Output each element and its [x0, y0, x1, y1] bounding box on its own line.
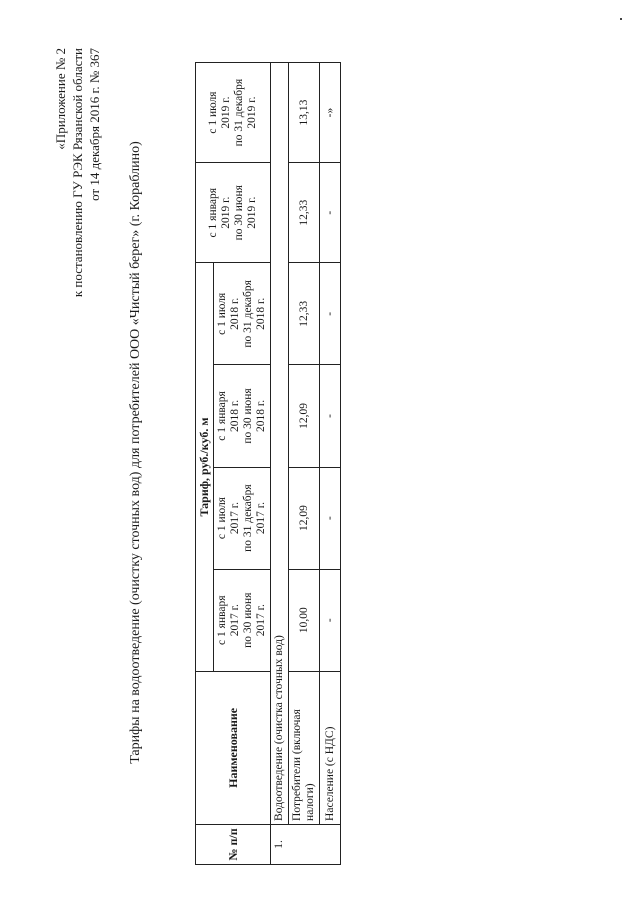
row-label: Потребители (включая налоги) [289, 671, 320, 824]
value-cell: 12,33 [289, 263, 320, 365]
value-cell: 10,00 [289, 569, 320, 671]
appendix-line-2: к постановлению ГУ РЭК Рязанской области [70, 48, 85, 298]
value-cell: 12,09 [289, 365, 320, 467]
header-period: с 1 июля 2019 г. по 31 декабря 2019 г. [196, 63, 271, 163]
value-cell: - [320, 263, 341, 365]
table-row [289, 63, 320, 865]
header-period: с 1 июля 2018 г. по 31 декабря 2018 г. [214, 263, 271, 365]
tariff-table [195, 62, 341, 865]
appendix-header [52, 48, 103, 297]
section-label: Водоотведение (очистка сточных вод) [271, 63, 289, 825]
section-row [271, 63, 289, 865]
header-tariff: Тариф, руб./куб. м [196, 263, 214, 672]
value-cell: - [320, 467, 341, 569]
document-title: Тарифы на водоотведение (очистку сточных вод) для потребителей ООО «Чистый берег» (г. Кораблино) [128, 141, 143, 764]
value-cell: - [320, 365, 341, 467]
header-period: с 1 января 2017 г. по 30 июня 2017 г. [214, 569, 271, 671]
value-cell: - [320, 163, 341, 263]
header-name: Наименование [196, 671, 271, 824]
header-number: № п/п [196, 824, 271, 864]
value-cell: - [320, 569, 341, 671]
scan-speck [620, 18, 622, 20]
appendix-line-1: «Приложение № 2 [53, 48, 68, 150]
table-row [320, 63, 341, 865]
header-period: с 1 января 2018 г. по 30 июня 2018 г. [214, 365, 271, 467]
value-cell: 13,13 [289, 63, 320, 163]
header-period: с 1 января 2019 г. по 30 июня 2019 г. [196, 163, 271, 263]
row-label: Население (с НДС) [320, 671, 341, 824]
appendix-line-3: от 14 декабря 2016 г. № 367 [87, 48, 102, 201]
value-cell: 12,09 [289, 467, 320, 569]
row-number: 1. [271, 824, 341, 864]
value-cell: 12,33 [289, 163, 320, 263]
header-period: с 1 июля 2017 г. по 31 декабря 2017 г. [214, 467, 271, 569]
value-cell: -» [320, 63, 341, 163]
